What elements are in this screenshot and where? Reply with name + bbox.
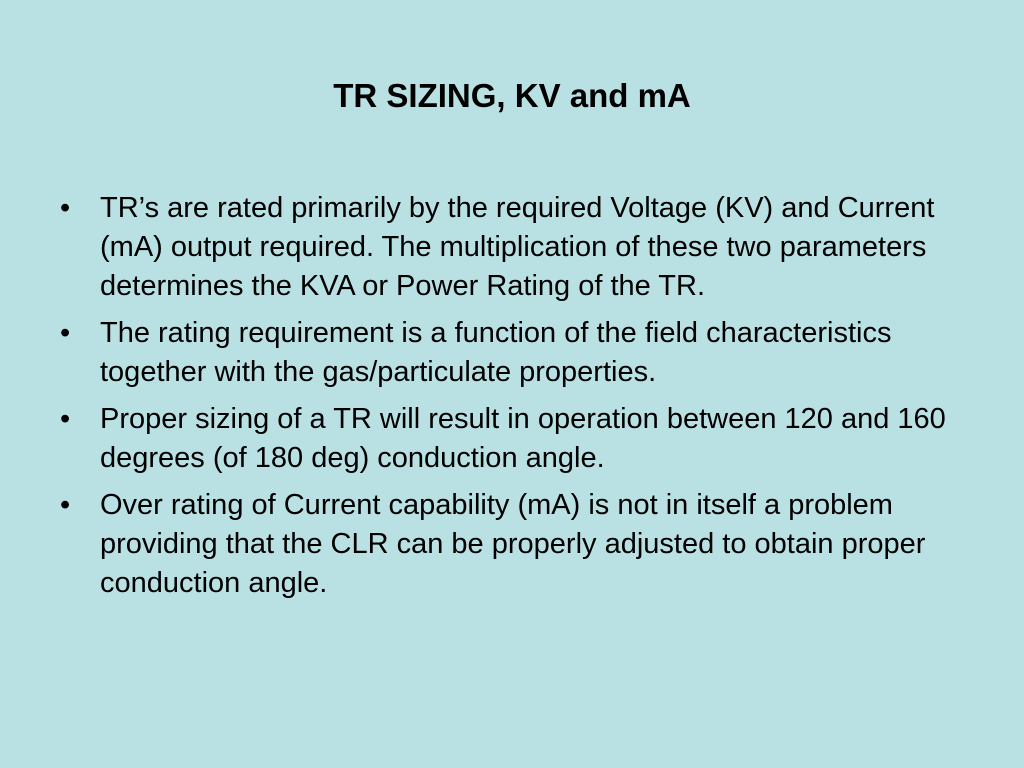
bullet-item [60,400,1000,478]
bullet-icon: • [60,489,71,521]
bullet-item [60,314,1000,392]
slide-title: TR SIZING, KV and mA [333,77,691,114]
bullet-icon: • [60,192,71,224]
bullet-icon: • [60,403,71,435]
bullet-item [60,189,1000,306]
bullet-text: TR’s are rated primarily by the required Voltage (KV) and Current (mA) output required. The multiplication of these two parameters determines the KVA or Power Rating of the TR. [100,192,935,302]
bullet-text: Proper sizing of a TR will result in operation between 120 and 160 degrees (of 180 deg) conduction angle. [100,403,946,474]
bullet-list [60,189,1000,611]
bullet-item [60,486,1000,603]
bullet-text: The rating requirement is a function of the field characteristics together with the gas/particulate properties. [100,317,892,388]
bullet-icon: • [60,317,71,349]
bullet-text: Over rating of Current capability (mA) is not in itself a problem providing that the CLR can be properly adjusted to obtain proper conduction angle. [100,489,926,599]
